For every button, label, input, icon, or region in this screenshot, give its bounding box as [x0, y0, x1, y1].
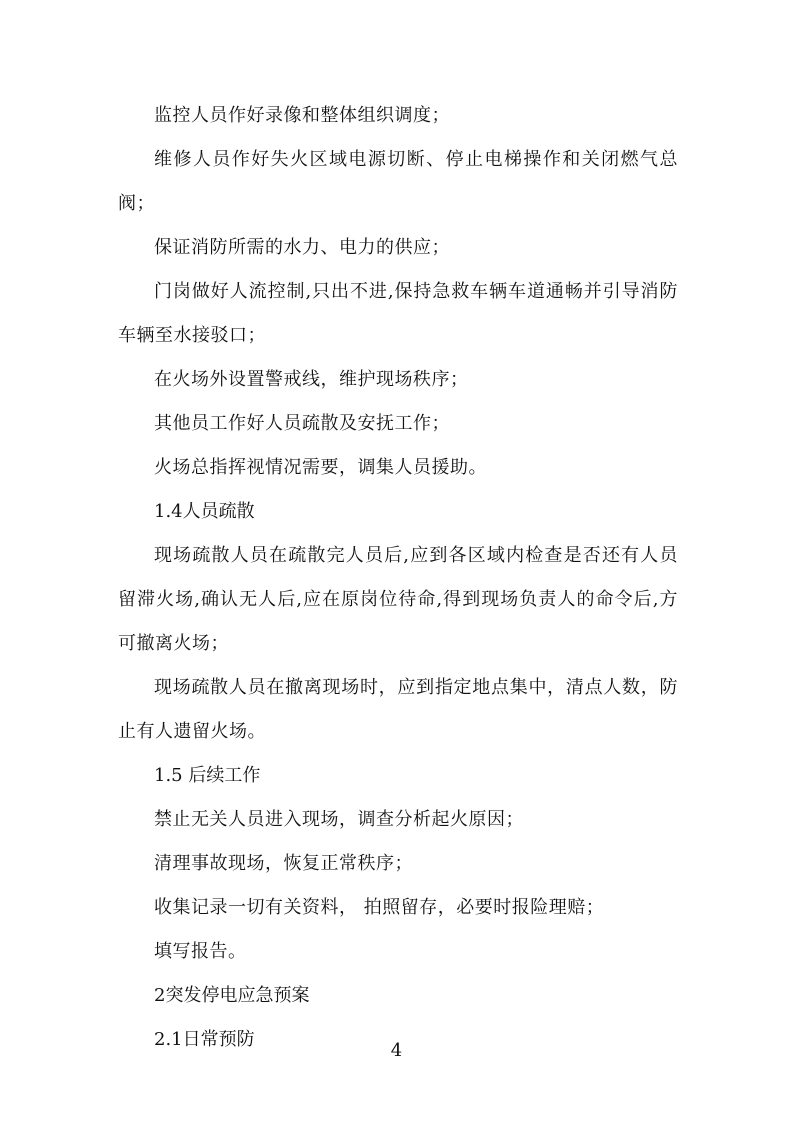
section-heading-2: 2突发停电应急预案 [154, 985, 310, 1006]
paragraph-monitoring: 监控人员作好录像和整体组织调度； [154, 105, 450, 126]
page-number: 4 [390, 1040, 403, 1061]
section-heading-2-1: 2.1日常预防 [154, 1029, 255, 1050]
section-heading-1-4: 1.4人员疏散 [154, 501, 255, 522]
document-body [118, 94, 678, 1062]
section-heading-1-5: 1.5 后续工作 [154, 765, 261, 786]
paragraph-commander: 火场总指挥视情况需要，调集人员援助。 [154, 457, 487, 478]
paragraph-cleanup: 清理事故现场，恢复正常秩序； [154, 853, 413, 874]
paragraph-cordon: 在火场外设置警戒线，维护现场秩序； [154, 369, 469, 390]
paragraph-evacuation-assembly: 现场疏散人员在撤离现场时，应到指定地点集中，清点人数，防止有人遗留火场。 [118, 677, 678, 742]
paragraph-report: 填写报告。 [154, 941, 247, 962]
paragraph-no-entry: 禁止无关人员进入现场，调查分析起火原因； [154, 809, 524, 830]
paragraph-records: 收集记录一切有关资料， 拍照留存，必要时报险理赔； [154, 897, 605, 918]
paragraph-other-staff: 其他员工作好人员疏散及安抚工作； [154, 413, 450, 434]
paragraph-gate-control: 门岗做好人流控制,只出不进,保持急救车辆车道通畅并引导消防车辆至水接驳口； [118, 281, 678, 346]
paragraph-supply: 保证消防所需的水力、电力的供应； [154, 237, 450, 258]
paragraph-maintenance: 维修人员作好失火区域电源切断、停止电梯操作和关闭燃气总阀； [118, 149, 678, 214]
paragraph-evacuation-check: 现场疏散人员在疏散完人员后,应到各区域内检查是否还有人员留滞火场,确认无人后,应在原岗位待命,得到现场负责人的命令后,方可撤离火场； [118, 545, 678, 654]
